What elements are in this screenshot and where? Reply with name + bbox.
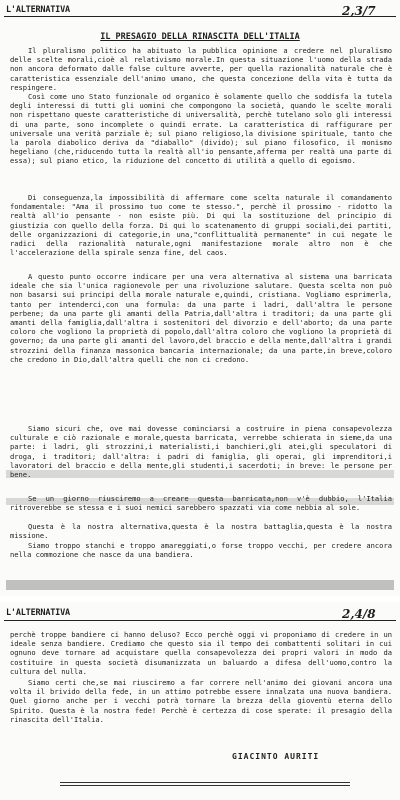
- paragraph-8: Siamo troppo stanchi e troppo amareggiati,o forse troppo vecchi, per credere ancora nella commozione che nasce da una bandiera.: [10, 541, 392, 560]
- page-1-header-rule: [4, 16, 396, 17]
- scan-smudge: [6, 580, 394, 590]
- paragraph-4: A questo punto occorre indicare per una vera alternativa al sistema una barricata ideale che sia l'unica ragionevole per una rivoluzione salutare. Questa scelta non può non basarsi sui principi della morale naturale e,quindi, cristiana. Vogliamo esprimerla, tanto per intenderci,con una formula: da una parte i ladri, dall'altra le persone perbene; da una parte gli amanti della Patria,dall'altra i traditori; da una parte gli amanti della famiglia,dall'altra i sostenitori del divorzio e dell'aborto; da una parte coloro che vogliono la proprietà di popolo,dall'altra coloro che vogliono la proprietà di governo; da una parte gli amanti del lavoro,del braccio e della mente,dall'altra i grandi strozzini della finanza massonica bancaria internazionale; da una parte,in breve,coloro che credono in Dio,dall'altra quelli che non ci credono.: [10, 272, 392, 364]
- page-2-header-rule: [4, 620, 396, 621]
- page-1-number: 2,3/7: [342, 4, 376, 18]
- paragraph-5: Siamo sicuri che, ove mai dovesse cominciarsi a costruire in piena consapevolezza culturale e ciò razionale e morale,questa barricata, verrebbe schierata in sieme,da una parte: i ladri, gli strozzini,i materialisti,i banchieri,gli atei,gli speculatori di droga, i traditori; dall'altra: i padri di famiglia, gli operai, gli imprenditori,i lavoratori del braccio e della mente,gli studenti,i sacerdoti; in breve: le persone per bene.: [10, 424, 392, 480]
- scan-smudge: [6, 470, 394, 478]
- closing-rule: [60, 782, 350, 786]
- paragraph-6: Se un giorno riusciremo a creare questa barricata,non v'è dubbio, l'Italia ritroverebbe se stessa e i suoi nemici sarebbero spazzati via come nebbia al sole.: [10, 494, 392, 513]
- article-title: IL PRESAGIO DELLA RINASCITA DELL'ITALIA: [100, 32, 300, 42]
- paragraph-7: Questa è la nostra alternativa,questa è la nostra battaglia,questa è la nostra missione.: [10, 522, 392, 541]
- scan-smudge: [6, 498, 394, 505]
- paragraph-2: Così come uno Stato funzionale od organico è solamente quello che soddisfa la tutela degli interessi di tutti gli uomini che compongono la società, quando le scelte morali non rispettano queste caratteristiche di universalità, perchè tutelano solo gli interessi di una parte, sono incomplete o quindi errate. La caratteristica di raffigurare per universale una verità parziale è; sul piano religioso,la divisione spirituale, tanto che la parola diabolico deriva da "diaballo" (divido); sul piano filosofico, il monismo hegeliano (che,riducendo tutta la realtà all'io pensante,afferma per realtà una parte di essa); sul piano etico, la riduzione del concetto di utilità a quello di egoismo.: [10, 92, 392, 166]
- page-2-header: L'ALTERNATIVA: [6, 608, 70, 618]
- author-signature: GIACINTO AURITI: [232, 752, 320, 761]
- document-page-2: [0, 602, 400, 800]
- page-1-header: L'ALTERNATIVA: [6, 5, 70, 15]
- page-2-number: 2,4/8: [342, 607, 376, 621]
- paragraph-9: perchè troppe bandiere ci hanno deluso? Ecco perchè oggi vi proponiamo di credere in un ideale senza bandiere. Crediamo che questo sia il tempo dei combattenti solitari in cui ognuno deve tornare ad acquistare quella consapevolezza dei propri valori in modo da costituire in questa società disumanizzata un baluardo a difesa dell'uomo,contro la cultura del nulla.: [10, 630, 392, 676]
- paragraph-1: Il pluralismo politico ha abituato la pubblica opinione a credere nel pluralismo delle scelte morali,cioè al relativismo morale.In questa situazione l'uomo della strada non ancora deformato dalle false culture avverte, per quella razionalità naturale che è caratteristica essenziale dell'animo umano, che questa concezione della vita è tutta da respingere.: [10, 46, 392, 92]
- paragraph-3: Di conseguenza,la impossibilità di affermare come scelta naturale il comandamento fondamentale: "Ama il prossimo tuo come te stesso.", perchè il prossimo - ridotto la realtà all'io pensante - non esiste più. Di qui la sostituzione del principio di giustizia con quello della forza. Di qui lo scatenamento di gruppi sociali,dei partiti, delle organizzazioni di categorie,in una,"conflittualità permanente" in cui negate le radici della razionalità naturale,ogni manifestazione morale altro non è che l'accelerazione della spirale senza fine, del caos.: [10, 193, 392, 258]
- paragraph-10: Siamo certi che,se mai riusciremo a far correre nell'animo dei giovani ancora una volta il brivido della fede, in un attimo potrebbe essere innalzata una nuova bandiera. Quel giorno anche per i vecchi potrà tornare la brezza della gioventù eterna dello Spirito. Questa è la nostra fede! Perchè è certezza di cose sperate: il presagio della rinascita dell'Italia.: [10, 678, 392, 724]
